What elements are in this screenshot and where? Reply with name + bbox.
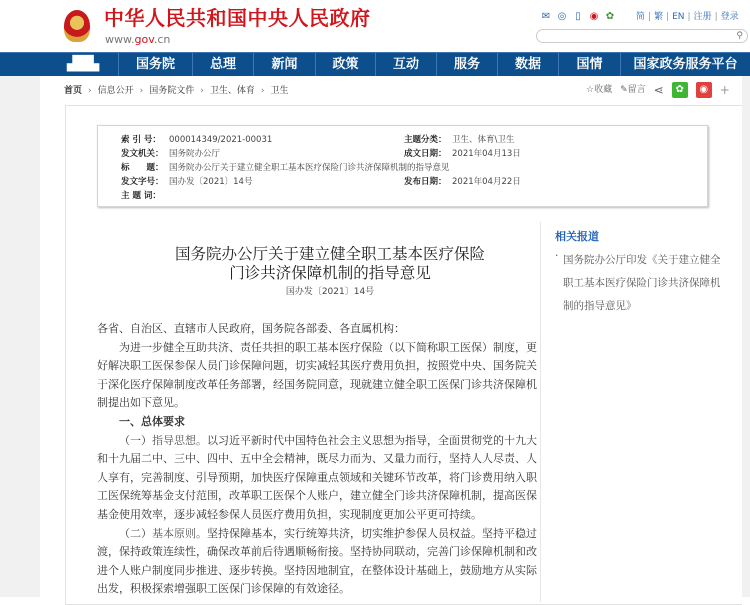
info-docno [121, 177, 252, 188]
comment-label: 留言 [627, 85, 646, 95]
link-traditional[interactable]: 繁 [654, 12, 664, 22]
site-header [0, 0, 750, 52]
title-line-1: 国务院办公厅关于建立健全职工基本医疗保险 [174, 245, 485, 263]
text: 以习近平新时代中国特色社会主义思想为指导，全面贯彻党的十九大 [207, 433, 537, 447]
weibo-icon[interactable]: ◉ [589, 11, 599, 22]
value: 国办发〔2021〕14号 [169, 177, 253, 187]
wechat-icon[interactable]: ✿ [605, 11, 615, 22]
app-icon[interactable]: ◎ [557, 11, 567, 22]
star-icon: ☆ [586, 85, 595, 95]
right-margin [742, 76, 750, 597]
section-heading: 一、总体要求 [119, 414, 185, 428]
text: 坚持保障基本，实行统筹共济，切实维护参保人员权益。坚持平稳过 [207, 526, 537, 540]
wechat-share-icon[interactable]: ✿ [672, 82, 688, 98]
breadcrumb-state-council-docs[interactable]: 国务院文件 [149, 86, 195, 96]
weibo-share-icon[interactable]: ◉ [696, 82, 712, 98]
comment-button[interactable] [620, 84, 646, 96]
paragraph-line: 制提出如下意见。 [97, 396, 185, 410]
pen-icon: ✎ [620, 85, 628, 95]
link-simplified[interactable]: 简 [636, 12, 646, 22]
mail-icon[interactable]: ✉ [541, 11, 551, 22]
value: 卫生、体育\卫生 [452, 135, 515, 145]
favorite-label: 收藏 [594, 85, 613, 95]
paragraph-line: 为进一步健全互助共济、责任共担的职工基本医疗保险（以下简称职工医保）制度，更 [119, 340, 537, 354]
search-icon[interactable]: ⚲ [736, 31, 743, 41]
value: 国务院办公厅关于建立健全职工基本医疗保险门诊共济保障机制的指导意见 [169, 163, 450, 173]
nav-item-news[interactable]: 新闻 [253, 53, 315, 76]
label: 发文字号： [121, 177, 164, 187]
label: 发文机关： [121, 149, 164, 159]
info-pubdate [404, 177, 521, 188]
national-emblem-logo[interactable] [64, 10, 90, 42]
url-prefix: www. [105, 33, 135, 46]
link-register[interactable]: 注册 [693, 12, 712, 22]
link-english[interactable]: EN [672, 12, 685, 22]
label: 发布日期： [404, 177, 447, 187]
nav-item-premier[interactable]: 总理 [192, 53, 253, 76]
info-index [121, 135, 272, 146]
label: 主题分类： [404, 135, 447, 145]
item-number: （二） [119, 526, 152, 540]
info-title [121, 163, 450, 174]
label: 主 题 词： [121, 191, 161, 201]
paragraph-line: 工医保统筹基金支付范围，改革职工医保个人账户，建立健全门诊共济保障机制，提高医保 [97, 489, 537, 503]
paragraph-line: 出发，积极探索增强职工医保门诊保障的有效途径。 [97, 582, 350, 596]
top-icons [540, 11, 616, 23]
item-number: （一） [119, 433, 152, 447]
paragraph-line: 好解决职工医保参保人员门诊保障问题，切实减轻其医疗费用负担，按照党中央、国务院关 [97, 359, 537, 373]
paragraph-line: 和十九届二中、三中、四中、五中全会精神，既尽力而为、又量力而行，坚持人人尽责、人 [97, 452, 537, 466]
related-title: 相关报道 [555, 230, 599, 243]
value: 2021年04月13日 [452, 149, 521, 159]
document-body [97, 320, 537, 599]
paragraph-line [97, 432, 537, 451]
item-heading: 基本原则。 [152, 526, 207, 540]
url-brand: gov [134, 33, 154, 46]
nav-item-state-council[interactable]: 国务院 [118, 53, 192, 76]
label: 标 题： [121, 163, 164, 173]
nav-item-interaction[interactable]: 互动 [375, 53, 436, 76]
more-share-icon[interactable]: + [719, 83, 730, 97]
document-title [120, 245, 540, 283]
nav-item-services[interactable]: 服务 [436, 53, 497, 76]
label: 成文日期： [404, 149, 447, 159]
site-title[interactable]: 中华人民共和国中央人民政府 [104, 6, 371, 30]
article-tools [586, 82, 730, 98]
breadcrumb-health-sports[interactable]: 卫生、体育 [209, 86, 255, 96]
paragraph-line: 人享有，完善制度、引导预期，加快医疗保障重点领域和关键环节改革，将门诊费用纳入职 [97, 470, 537, 484]
info-keywords [121, 191, 169, 202]
favorite-button[interactable] [586, 84, 612, 96]
paragraph-line: 渡，保持政策连续性，确保改革前后待遇顺畅衔接。坚持协同联动，完善门诊保障机制和改 [97, 545, 537, 559]
value: 000014349/2021-00031 [169, 135, 273, 145]
mobile-icon[interactable]: ▯ [575, 11, 581, 22]
breadcrumb-home[interactable]: 首页 [64, 86, 83, 96]
breadcrumb-health[interactable]: 卫生 [270, 86, 289, 96]
label: 索 引 号： [121, 135, 161, 145]
info-issuer [121, 149, 220, 160]
title-line-2: 门诊共济保障机制的指导意见 [229, 264, 431, 282]
document-info-box [97, 125, 708, 207]
site-url [105, 33, 170, 46]
item-heading: 指导思想。 [152, 433, 207, 447]
tiananmen-icon[interactable]: ▟█▙ [66, 56, 100, 72]
nav-item-national-info[interactable]: 国情 [558, 53, 620, 76]
link-login[interactable]: 登录 [720, 12, 739, 22]
paragraph-line: 进个人账户制度同步推进、逐步转换。坚持因地制宜，在整体设计基础上，鼓励地方从实际 [97, 563, 537, 577]
breadcrumb: 首页 › 信息公开 › 国务院文件 › 卫生、体育 › 卫生 [64, 86, 289, 96]
nav-item-data[interactable]: 数据 [497, 53, 558, 76]
nav-item-gov-service-platform[interactable]: 国家政务服务平台 [620, 53, 750, 76]
info-date [404, 149, 521, 160]
info-category [404, 135, 514, 146]
left-margin [0, 76, 40, 597]
paragraph-line: 于深化医疗保障制度改革任务部署，经国务院同意，现就建立健全职工医保门诊共济保障机 [97, 377, 537, 391]
search-input[interactable] [536, 29, 748, 43]
main-nav [0, 52, 750, 76]
value: 2021年04月22日 [452, 177, 521, 187]
value: 国务院办公厅 [169, 149, 221, 159]
related-reports [540, 222, 735, 602]
top-links: 简 | 繁 | EN | 注册 | 登录 [636, 12, 739, 22]
breadcrumb-info-disclosure[interactable]: 信息公开 [97, 86, 134, 96]
document-number: 国办发〔2021〕14号 [285, 287, 375, 297]
url-suffix: .cn [153, 33, 171, 46]
paragraph-line: 基金使用效率，逐步减轻参保人员医疗费用负担，实现制度更加公平更可持续。 [97, 507, 482, 521]
related-link[interactable]: · 国务院办公厅印发《关于建立健全职工基本医疗保险门诊共济保障机制的指导意见》 [555, 249, 727, 318]
paragraph-line [97, 525, 537, 544]
nav-item-policies[interactable]: 政策 [315, 53, 375, 76]
salutation: 各省、自治区、直辖市人民政府，国务院各部委、各直属机构： [97, 322, 405, 335]
share-icon[interactable]: ⋖ [653, 83, 664, 97]
